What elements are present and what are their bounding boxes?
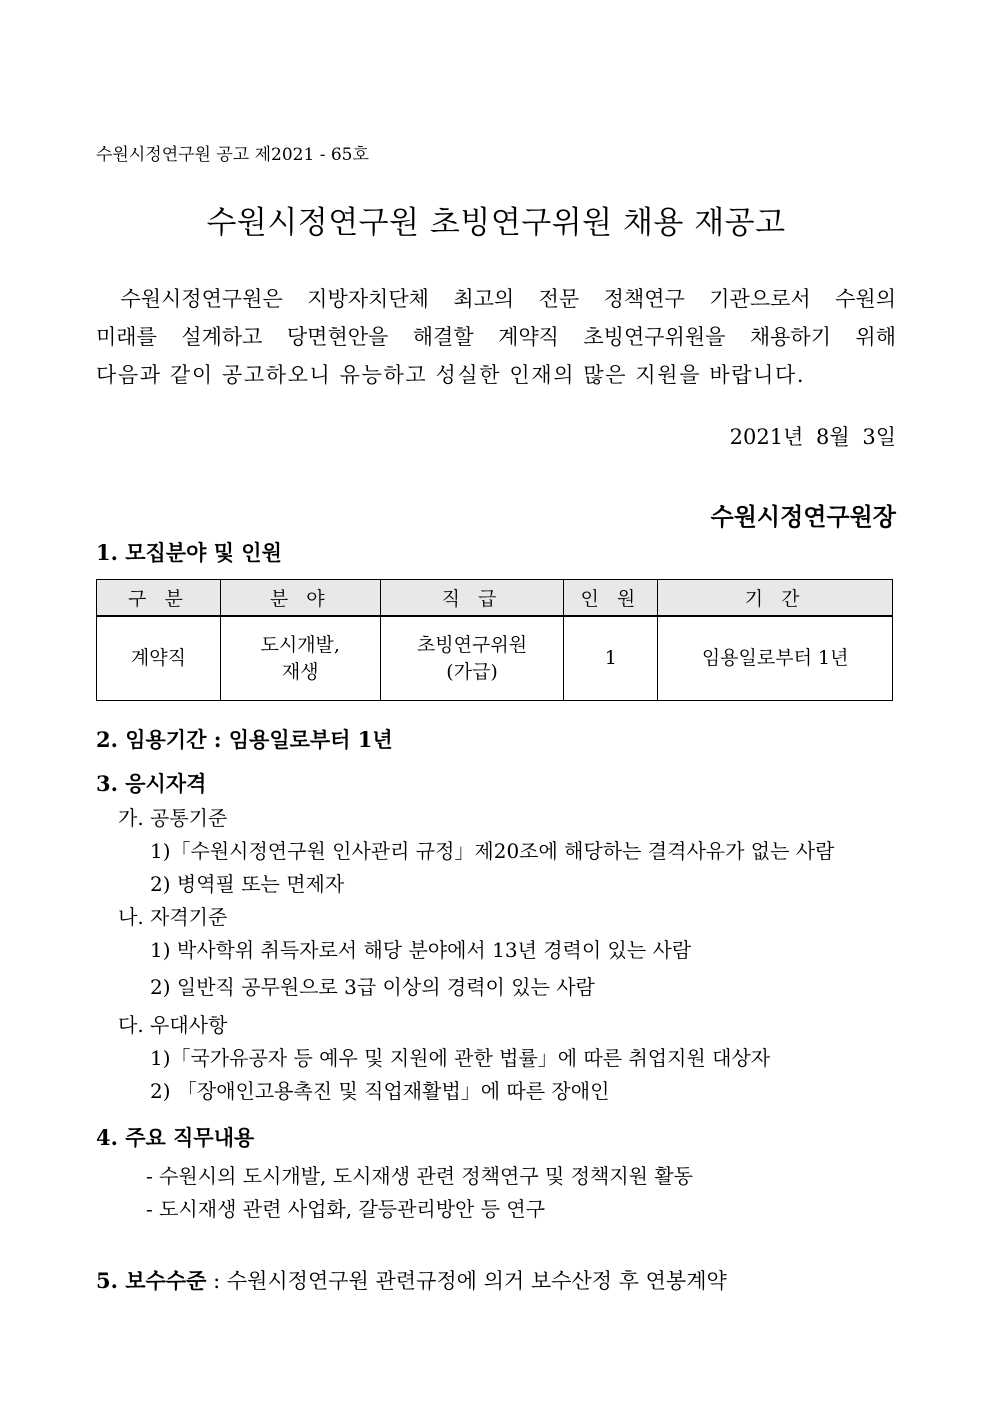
- cell-field: [220, 616, 380, 701]
- signer: 수원시정연구원장: [710, 502, 896, 531]
- subsection-qualification: 나. 자격기준: [118, 905, 228, 929]
- section-5-text: : 수원시정연구원 관련규정에 의거 보수산정 후 연봉계약: [206, 1269, 727, 1293]
- cell-type: 계약직: [97, 616, 221, 701]
- list-item: 1) 박사학위 취득자로서 해당 분야에서 13년 경력이 있는 사람: [150, 938, 692, 962]
- list-item: 2) 「장애인고용촉진 및 직업재활법」에 따른 장애인: [150, 1079, 610, 1103]
- subsection-common-criteria: 가. 공통기준: [118, 806, 228, 830]
- notice-number: 수원시정연구원 공고 제2021 - 65호: [96, 145, 369, 165]
- list-item: 2) 병역필 또는 면제자: [150, 872, 345, 896]
- cell-field-line-2: 재생: [281, 660, 319, 683]
- duty-item: - 수원시의 도시개발, 도시재생 관련 정책연구 및 정책지원 활동: [146, 1164, 693, 1188]
- section-3-heading: 3. 응시자격: [96, 771, 207, 796]
- cell-count: 1: [564, 616, 658, 701]
- header-rank: 직 급: [380, 580, 564, 617]
- notice-date: 2021년 8월 3일: [729, 425, 896, 449]
- header-period: 기 간: [658, 580, 893, 617]
- section-2-heading: 2. 임용기간 : 임용일로부터 1년: [96, 727, 393, 752]
- section-1-heading: 1. 모집분야 및 인원: [96, 540, 282, 565]
- recruitment-table: [96, 579, 893, 701]
- table-row: [97, 616, 893, 701]
- table-header-row: [97, 580, 893, 617]
- list-item: 1)「수원시정연구원 인사관리 규정」제20조에 해당하는 결격사유가 없는 사람: [150, 839, 835, 863]
- section-5-title: 5. 보수수준: [96, 1268, 207, 1293]
- cell-rank-line-1: 초빙연구위원: [416, 633, 528, 656]
- cell-period: 임용일로부터 1년: [658, 616, 893, 701]
- header-count: 인 원: [564, 580, 658, 617]
- intro-line-1: 수원시정연구원은 지방자치단체 최고의 전문 정책연구 기관으로서 수원의: [120, 287, 896, 311]
- intro-line-3: 다음과 같이 공고하오니 유능하고 성실한 인재의 많은 지원을 바랍니다.: [96, 363, 806, 387]
- header-type: 구 분: [97, 580, 221, 617]
- intro-line-2: 미래를 설계하고 당면현안을 해결할 계약직 초빙연구위원을 채용하기 위해: [96, 325, 896, 349]
- page-title: 수원시정연구원 초빙연구위원 채용 재공고: [206, 205, 786, 241]
- cell-field-line-1: 도시개발,: [260, 633, 340, 656]
- cell-rank-line-2: (가급): [446, 660, 498, 683]
- duty-item: - 도시재생 관련 사업화, 갈등관리방안 등 연구: [146, 1197, 546, 1221]
- header-field: 분 야: [220, 580, 380, 617]
- list-item: 2) 일반직 공무원으로 3급 이상의 경력이 있는 사람: [150, 975, 595, 999]
- section-5-heading: [96, 1265, 727, 1295]
- subsection-preference: 다. 우대사항: [118, 1013, 228, 1037]
- section-4-heading: 4. 주요 직무내용: [96, 1125, 255, 1150]
- list-item: 1)「국가유공자 등 예우 및 지원에 관한 법률」에 따른 취업지원 대상자: [150, 1046, 771, 1070]
- cell-rank: [380, 616, 564, 701]
